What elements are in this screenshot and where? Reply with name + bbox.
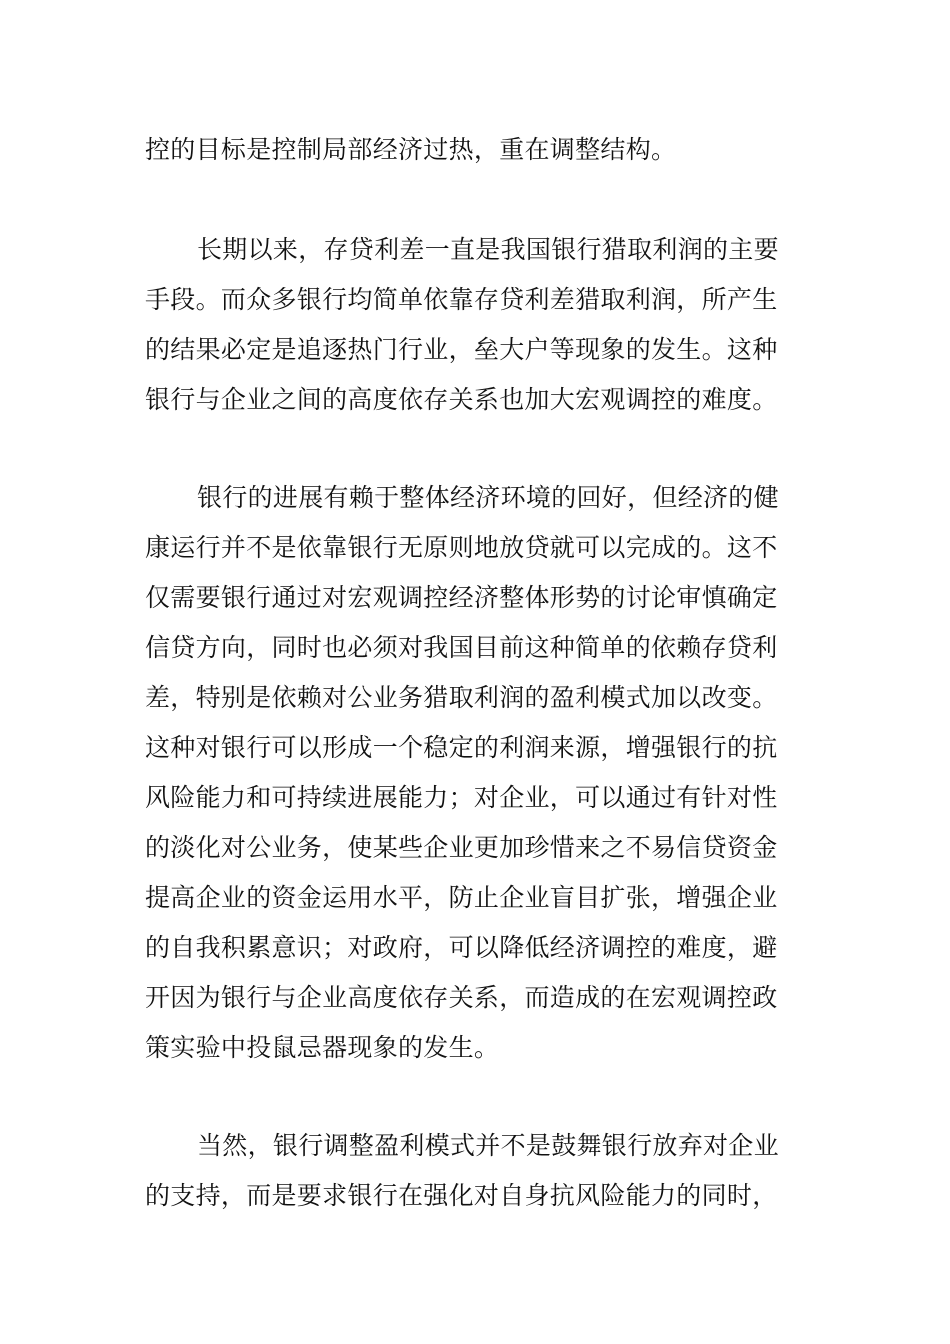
- text-line: 的结果必定是追逐热门行业，垒大户等现象的发生。这种: [145, 335, 778, 364]
- text-line: 的淡化对公业务，使某些企业更加珍惜来之不易信贷资金: [145, 833, 778, 862]
- text-line: 康运行并不是依靠银行无原则地放贷就可以完成的。这不: [145, 533, 778, 562]
- text-line: 提高企业的资金运用水平，防止企业盲目扩张，增强企业: [145, 883, 778, 912]
- text-line: 银行的进展有赖于整体经济环境的回好，但经济的健: [197, 483, 779, 512]
- text-line: 的支持，而是要求银行在强化对自身抗风险能力的同时，: [145, 1181, 778, 1210]
- text-line: 这种对银行可以形成一个稳定的利润来源，增强银行的抗: [145, 733, 778, 762]
- text-line: 控的目标是控制局部经济过热，重在调整结构。: [145, 135, 677, 164]
- text-line: 长期以来，存贷利差一直是我国银行猎取利润的主要: [197, 235, 779, 264]
- text-line: 仅需要银行通过对宏观调控经济整体形势的讨论审慎确定: [145, 583, 778, 612]
- text-line: 信贷方向，同时也必须对我国目前这种简单的依赖存贷利: [145, 633, 778, 662]
- text-line: 当然，银行调整盈利模式并不是鼓舞银行放弃对企业: [197, 1131, 779, 1160]
- text-line: 手段。而众多银行均简单依靠存贷利差猎取利润，所产生: [145, 285, 778, 314]
- text-line: 开因为银行与企业高度依存关系，而造成的在宏观调控政: [145, 983, 778, 1012]
- text-line: 银行与企业之间的高度依存关系也加大宏观调控的难度。: [145, 385, 778, 414]
- text-line: 策实验中投鼠忌器现象的发生。: [145, 1033, 500, 1062]
- text-line: 的自我积累意识；对政府，可以降低经济调控的难度，避: [145, 933, 778, 962]
- text-line: 差，特别是依赖对公业务猎取利润的盈利模式加以改变。: [145, 683, 778, 712]
- text-line: 风险能力和可持续进展能力；对企业，可以通过有针对性: [145, 783, 778, 812]
